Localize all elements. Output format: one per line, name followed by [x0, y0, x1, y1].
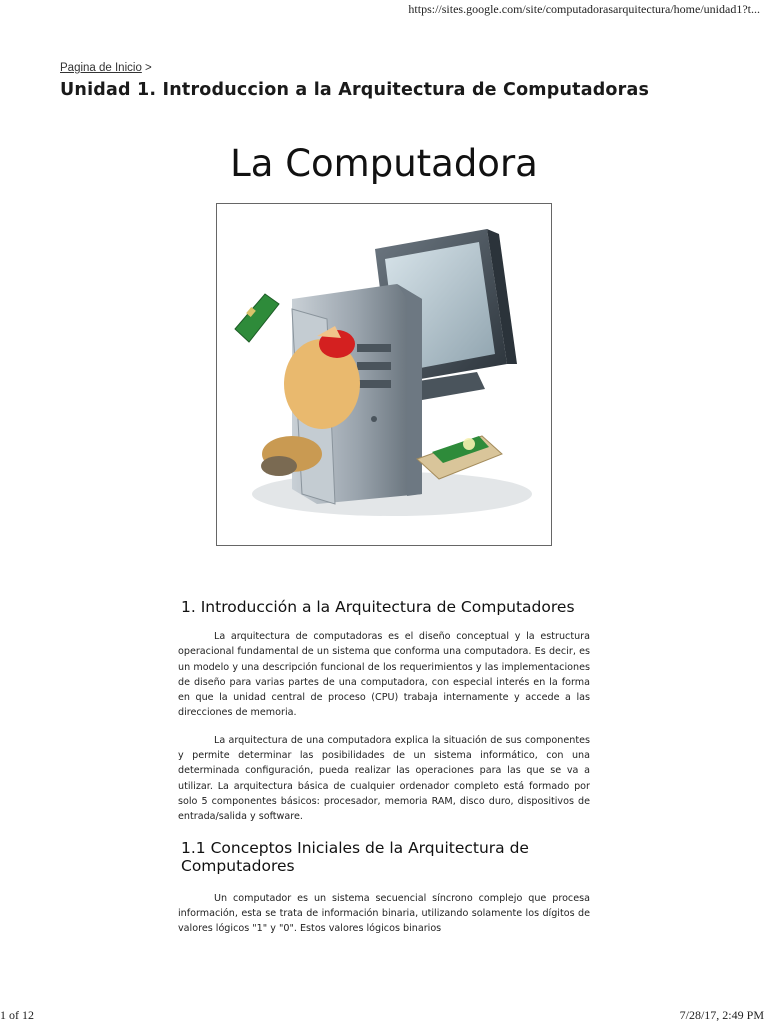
page-indicator: 1 of 12: [0, 1008, 34, 1022]
print-timestamp: 7/28/17, 2:49 PM: [679, 1008, 764, 1022]
browser-url: https://sites.google.com/site/computadorasarquitectura/home/unidad1?t...: [408, 2, 760, 16]
computer-illustration: [216, 203, 552, 546]
intro-paragraph-1: La arquitectura de computadoras es el diseño conceptual y la estructura operacional fundamental de un sistema que conforma una computadora. Es decir, es un modelo y una descripción funcional de los requerimientos y las implementaciones de diseño para varias partes de una computadora, con especial interés en la forma en que la unidad central de proceso (CPU) trabaja internamente y accede a las direcciones de memoria.: [178, 631, 590, 719]
page-title: Unidad 1. Introduccion a la Arquitectura de Computadoras: [60, 80, 650, 100]
computer-repair-icon: [217, 204, 551, 545]
intro-paragraph-2: La arquitectura de una computadora explica la situación de sus componentes y permite determinar las posibilidades de un sistema informático, con una determinada configuración, pueda realizar las operaciones para las que se va a utilizar. La arquitectura básica de cualquier ordenador completo está formado por solo 5 componentes básicos: procesador, memoria RAM, disco duro, dispositivos de entrada/salida y software.: [178, 734, 590, 823]
concepts-paragraph-1: Un computador es un sistema secuencial síncrono complejo que procesa información, esta se trata de información binaria, utilizando solamente los dígitos de valores lógicos "1" y "0". Estos valores lógicos binarios: [178, 892, 590, 935]
hero-title: La Computadora: [230, 142, 538, 185]
article-content: [178, 598, 590, 936]
breadcrumb-home-link[interactable]: Pagina de Inicio: [60, 62, 142, 74]
section-heading-intro: 1. Introducción a la Arquitectura de Computadores: [181, 598, 575, 616]
breadcrumb: [60, 62, 152, 74]
breadcrumb-separator: >: [145, 62, 152, 74]
section-heading-concepts: 1.1 Conceptos Iniciales de la Arquitectura de Computadores: [181, 838, 529, 875]
